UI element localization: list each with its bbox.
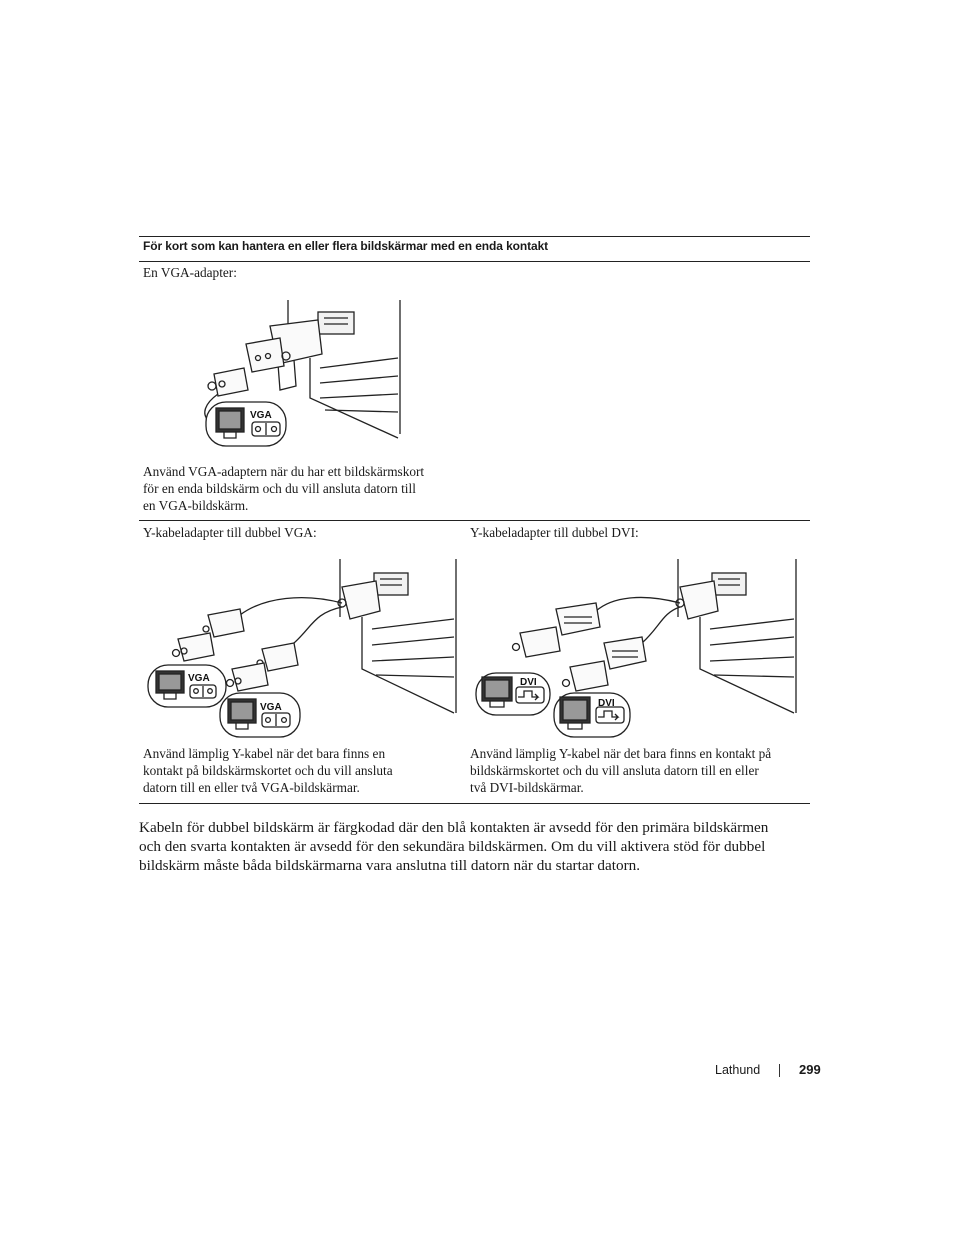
vga-adapter-figure — [200, 298, 406, 450]
vga-adapter-label: En VGA-adapter: — [143, 265, 237, 280]
dual-dvi-badge-label-1: DVI — [520, 677, 537, 688]
dual-dvi-badge-label-2: DVI — [598, 698, 615, 709]
table-title: För kort som kan hantera en eller flera bildskärmar med en enda kontakt — [143, 239, 549, 253]
caption-line: bildskärmskortet och du vill ansluta datorn till en eller — [470, 763, 759, 778]
footer-section-label: Lathund — [715, 1063, 761, 1077]
dual-dvi-figure — [472, 557, 802, 741]
page-number: 299 — [799, 1062, 821, 1077]
footer-separator — [779, 1064, 780, 1077]
table-header-rule — [139, 261, 810, 262]
body-line: Kabeln för dubbel bildskärm är färgkodad där den blå kontakten är avsedd för den primära bildskärmen — [139, 819, 769, 836]
caption-line: en VGA-bildskärm. — [143, 498, 249, 513]
body-line: bildskärm måste båda bildskärmarna vara anslutna till datorn när du startar datorn. — [139, 857, 641, 874]
caption-line: kontakt på bildskärmskortet och du vill ansluta — [143, 763, 393, 778]
dual-dvi-label: Y-kabeladapter till dubbel DVI: — [470, 525, 639, 540]
vga-adapter-caption — [143, 463, 463, 514]
caption-line: Använd lämplig Y-kabel när det bara finns en kontakt på — [470, 746, 772, 761]
dual-vga-badge-label-2: VGA — [260, 702, 282, 713]
body-line: och den svarta kontakten är avsedd för den sekundära bildskärmen. Om du vill aktivera stöd för dubbel — [139, 838, 766, 855]
table-bottom-rule — [139, 803, 810, 804]
caption-line: datorn till en eller två VGA-bildskärmar. — [143, 780, 360, 795]
dual-vga-caption — [143, 745, 463, 796]
caption-line: Använd VGA-adaptern när du har ett bildskärmskort — [143, 464, 425, 479]
caption-line: för en enda bildskärm och du vill ansluta datorn till — [143, 481, 416, 496]
dual-dvi-caption — [470, 745, 810, 796]
dual-vga-figure — [144, 557, 460, 741]
dual-vga-badge-label-1: VGA — [188, 673, 210, 684]
table-top-rule — [139, 236, 810, 237]
caption-line: Använd lämplig Y-kabel när det bara finns en — [143, 746, 386, 761]
row-divider — [139, 520, 810, 521]
vga-adapter-badge-label: VGA — [250, 410, 272, 421]
dual-vga-label: Y-kabeladapter till dubbel VGA: — [143, 525, 317, 540]
caption-line: två DVI-bildskärmar. — [470, 780, 584, 795]
body-paragraph — [139, 818, 799, 875]
